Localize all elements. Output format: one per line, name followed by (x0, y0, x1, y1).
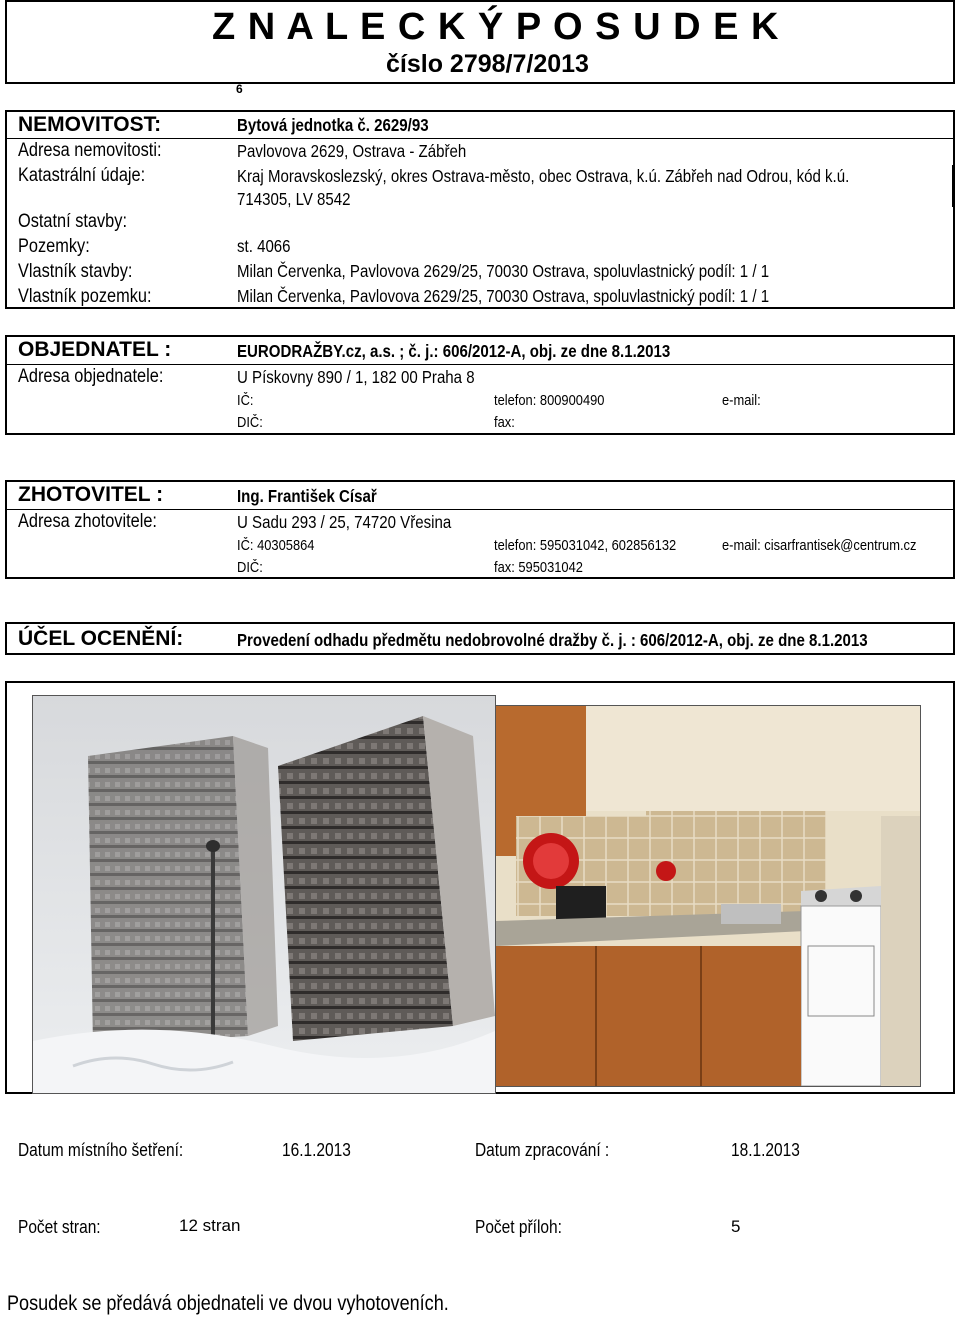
attachments-label: Počet příloh: (475, 1217, 562, 1237)
processing-date-value: 18.1.2013 (731, 1140, 800, 1160)
client-email: e-mail: (722, 392, 761, 409)
pages-value: 12 stran (179, 1216, 241, 1235)
land-owner-label: Vlastník pozemku: (18, 286, 152, 307)
contractor-fax: fax: 595031042 (494, 559, 583, 576)
contractor-address-value: U Sadu 293 / 25, 74720 Vřesina (237, 512, 452, 532)
processing-date-label: Datum zpracování : (475, 1140, 610, 1160)
delivery-note: Posudek se předává objednateli ve dvou vyhotoveních. (7, 1292, 449, 1315)
client-phone: telefon: 800900490 (494, 392, 605, 409)
building-owner-label: Vlastník stavby: (18, 261, 133, 282)
attachments-value: 5 (731, 1217, 741, 1236)
client-dic: DIČ: (237, 414, 263, 431)
property-type: Bytová jednotka č. 2629/93 (237, 115, 429, 135)
cadastral-label: Katastrální údaje: (18, 165, 146, 186)
client-fax: fax: (494, 414, 515, 431)
building-owner-value: Milan Červenka, Pavlovova 2629/25, 70030 Ostrava, spoluvlastnický podíl: 1 / 1 (237, 261, 770, 281)
property-address-label: Adresa nemovitosti: (18, 140, 162, 161)
land-value: st. 4066 (237, 236, 291, 256)
contractor-address-label: Adresa zhotovitele: (18, 511, 157, 532)
client-heading: OBJEDNATEL : (18, 338, 172, 361)
inspection-date-value: 16.1.2013 (282, 1140, 351, 1160)
page-number-small: 6 (236, 82, 243, 96)
client-name: EURODRAŽBY.cz, a.s. ; č. j.: 606/2012-A, obj. ze dne 8.1.2013 (237, 341, 671, 361)
land-owner-value: Milan Červenka, Pavlovova 2629/25, 70030 Ostrava, spoluvlastnický podíl: 1 / 1 (237, 286, 770, 306)
land-label: Pozemky: (18, 236, 90, 257)
cadastral-value-line2: 714305, LV 8542 (237, 189, 351, 209)
other-buildings-label: Ostatní stavby: (18, 211, 127, 232)
client-ic: IČ: (237, 392, 254, 409)
contractor-ic: IČ: 40305864 (237, 537, 315, 554)
document-title: Z N A L E C K Ý P O S U D E K (212, 6, 780, 48)
property-address-value: Pavlovova 2629, Ostrava - Zábřeh (237, 141, 467, 161)
building-photo-image (33, 696, 495, 1093)
kitchen-photo (495, 705, 921, 1087)
client-address-label: Adresa objednatele: (18, 366, 164, 387)
pages-label: Počet stran: (18, 1217, 101, 1237)
contractor-name: Ing. František Císař (237, 486, 377, 506)
cadastral-value-line1: Kraj Moravskoslezský, okres Ostrava-město, obec Ostrava, k.ú. Zábřeh nad Odrou, kód k.ú. (237, 166, 850, 186)
contractor-email: e-mail: cisarfrantisek@centrum.cz (722, 537, 917, 554)
property-heading: NEMOVITOST: (18, 113, 162, 136)
kitchen-photo-image (496, 706, 920, 1086)
contractor-phone: telefon: 595031042, 602856132 (494, 537, 677, 554)
contractor-heading: ZHOTOVITEL : (18, 483, 164, 506)
client-address-value: U Pískovny 890 / 1, 182 00 Praha 8 (237, 367, 475, 387)
purpose-value: Provedení odhadu předmětu nedobrovolné dražby č. j. : 606/2012-A, obj. ze dne 8.1.2013 (237, 630, 868, 650)
contractor-dic: DIČ: (237, 559, 263, 576)
building-photo (32, 695, 496, 1094)
inspection-date-label: Datum místního šetření: (18, 1140, 184, 1160)
document-number: číslo 2798/7/2013 (386, 50, 589, 78)
purpose-heading: ÚČEL OCENĚNÍ: (18, 627, 184, 650)
property-right-mark (952, 165, 955, 207)
